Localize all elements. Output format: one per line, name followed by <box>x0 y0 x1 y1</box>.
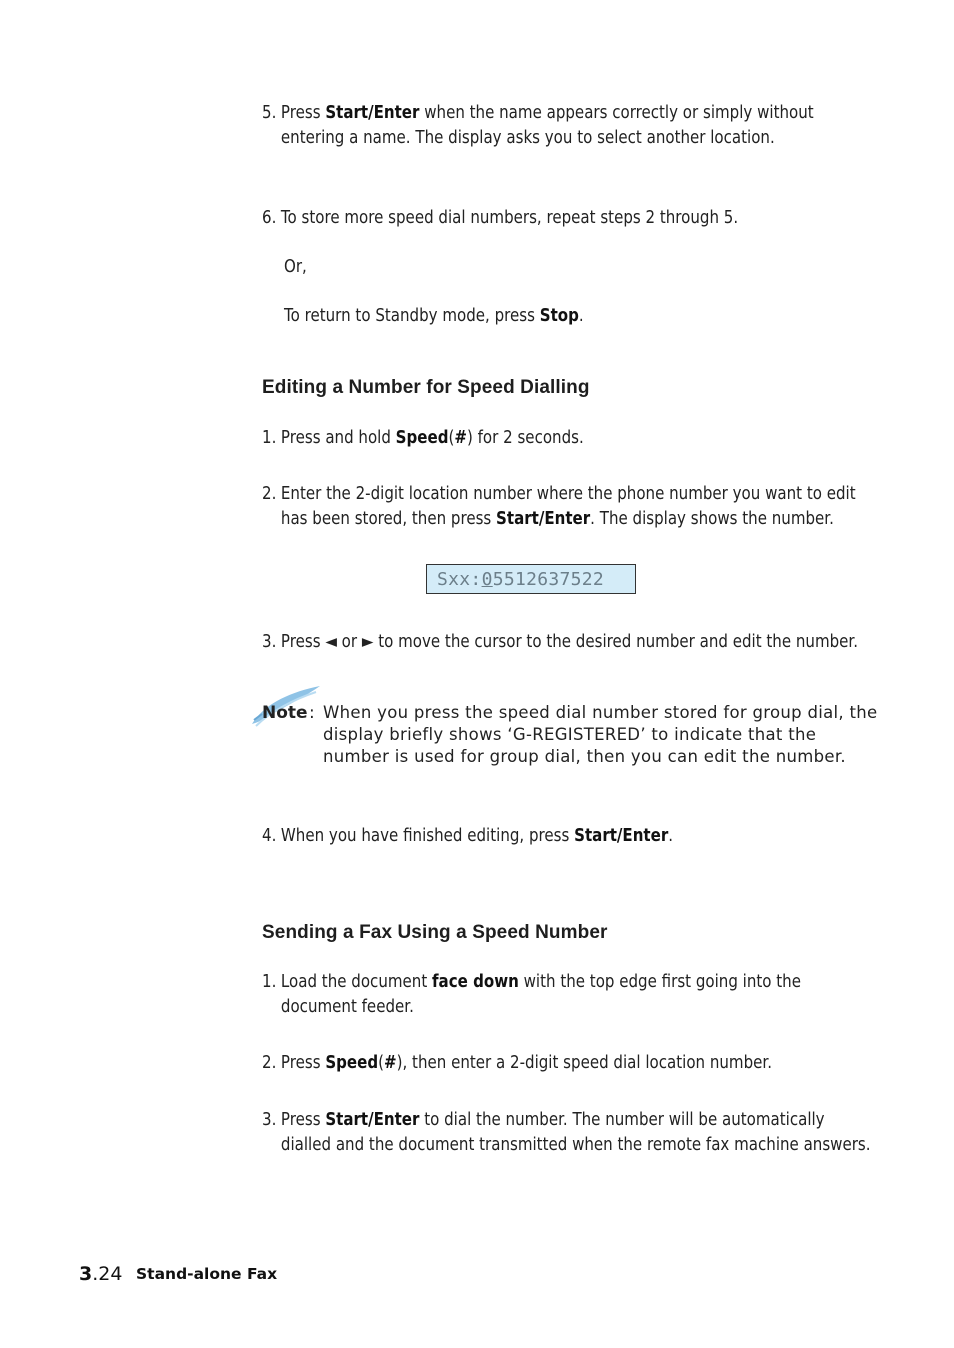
text-run: ) for 2 seconds. <box>466 428 584 448</box>
text-run: Load the document <box>280 972 433 992</box>
chapter-number: 3 <box>79 1263 93 1285</box>
edit-step-2 <box>262 482 856 531</box>
step-text <box>281 1051 874 1076</box>
text-run: When you have finished editing, press <box>280 826 575 846</box>
text-run: with the top edge first going into the document feeder. <box>280 972 801 1017</box>
step-number: 1. <box>262 428 277 448</box>
edit-step-4 <box>262 824 787 849</box>
bold-term: # <box>454 428 467 448</box>
text-run: . <box>578 306 584 326</box>
text-run: Enter the 2-digit location number where the phone number you want to edit has been stored, then press <box>280 484 856 529</box>
section-heading-sending: Sending a Fax Using a Speed Number <box>262 922 608 943</box>
edit-step-3 <box>262 630 859 655</box>
send-step-3 <box>262 1108 871 1157</box>
lcd-digits: 5512637522 <box>492 569 605 590</box>
lcd-display <box>426 564 636 594</box>
bold-term: Start/Enter <box>496 508 591 529</box>
bold-term: # <box>383 1053 397 1073</box>
send-step-1 <box>262 970 801 1019</box>
standby-instruction <box>284 304 817 329</box>
send-step-2 <box>262 1051 787 1076</box>
bold-term: face down <box>432 972 519 992</box>
lcd-prefix: Sxx: <box>437 569 482 590</box>
step-text <box>281 824 874 849</box>
note-label: Note <box>262 703 308 723</box>
text-run: ), then enter a 2-digit speed dial location number. <box>396 1053 772 1073</box>
text-run: to dial the number. The number will be automatically dialled and the document transmitted when the remote fax machine answers. <box>280 1110 871 1155</box>
step-text <box>281 482 874 531</box>
text-run: Press <box>280 1110 326 1130</box>
text-run: . <box>668 826 674 846</box>
step-text <box>281 970 874 1019</box>
step-text <box>281 1108 874 1157</box>
step-number: 5. <box>262 103 277 123</box>
step-text <box>281 206 874 231</box>
step-text <box>281 101 874 150</box>
text-run: ( <box>378 1053 384 1073</box>
footer-title: Stand-alone Fax <box>136 1265 278 1283</box>
step-number: 2. <box>262 484 277 504</box>
lcd-text <box>437 569 604 590</box>
lcd-cursor: 0 <box>481 569 493 590</box>
text-run: Press <box>280 103 326 123</box>
text-run: Press ◄ or ► to move the cursor to the desired number and edit the number. <box>280 632 859 652</box>
text-run: when the name appears correctly or simply without entering a name. The display asks you to select another location. <box>280 103 814 148</box>
step-number: 3. <box>262 632 277 652</box>
or-text: Or, <box>284 257 307 277</box>
step-number: 2. <box>262 1053 277 1073</box>
text-run: Press <box>280 1053 326 1073</box>
text-run: To return to Standby mode, press <box>284 306 540 326</box>
text-run: . The display shows the number. <box>590 508 834 529</box>
note-colon: : <box>309 703 315 723</box>
step-6 <box>262 206 787 231</box>
page-suffix: .24 <box>92 1263 123 1285</box>
text-run: To store more speed dial numbers, repeat steps 2 through 5. <box>280 208 739 228</box>
step-text <box>281 630 874 655</box>
bold-term: Start/Enter <box>325 1110 420 1130</box>
text-run: ( <box>448 428 455 448</box>
bold-term: Speed <box>395 428 449 448</box>
section-heading-editing: Editing a Number for Speed Dialling <box>262 377 590 398</box>
bold-term: Start/Enter <box>325 103 420 123</box>
step-number: 6. <box>262 208 277 228</box>
page-number <box>79 1263 122 1285</box>
edit-step-1 <box>262 426 787 451</box>
note-text: When you press the speed dial number stored for group dial, the display briefly shows ‘G-REGISTERED’ to indicate that the number is used for group dial, then you can edit the number. <box>323 703 878 766</box>
step-number: 1. <box>262 972 277 992</box>
bold-term: Stop <box>539 306 579 326</box>
step-number: 3. <box>262 1110 277 1130</box>
step-number: 4. <box>262 826 277 846</box>
step-text <box>281 426 874 451</box>
bold-term: Speed <box>325 1053 379 1073</box>
step-5 <box>262 101 814 150</box>
text-run: Press and hold <box>280 428 396 448</box>
bold-term: Start/Enter <box>574 826 669 846</box>
